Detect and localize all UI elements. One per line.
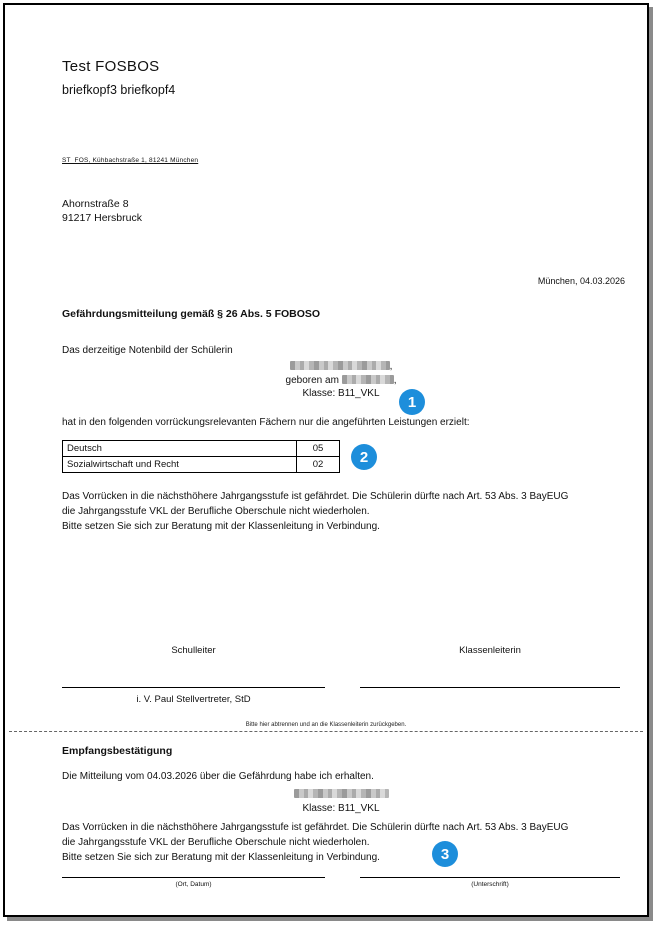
subject-cell: Deutsch	[63, 441, 297, 457]
student-class-line: Klasse: B11_VKL	[302, 388, 380, 399]
table-row	[63, 457, 340, 473]
cut-dashed-line	[9, 731, 643, 732]
receipt-warning-paragraph	[62, 820, 568, 865]
recipient-city: 91217 Hersbruck	[62, 212, 142, 224]
school-name: Test FOSBOS	[62, 58, 160, 75]
grades-intro-line: hat in den folgenden vorrückungsrelevanten Fächern nur die angeführten Leistungen erzielt:	[62, 417, 470, 428]
caption-unterschrift: (Unterschrift)	[471, 881, 509, 888]
annotation-badge-2: 2	[351, 444, 377, 470]
receipt-confirm-line: Die Mitteilung vom 04.03.2026 über die Gefährdung habe ich erhalten.	[62, 771, 374, 782]
recipient-street: Ahornstraße 8	[62, 198, 129, 210]
student-name-line	[35, 360, 647, 374]
grades-table	[62, 440, 340, 473]
warning-line-3: Bitte setzen Sie sich zur Beratung mit der Klassenleitung in Verbindung.	[62, 521, 380, 532]
annotation-badge-1: 1	[399, 389, 425, 415]
warning-paragraph	[62, 489, 568, 534]
intro-line: Das derzeitige Notenbild der Schülerin	[62, 345, 233, 356]
signer-name: i. V. Paul Stellvertreter, StD	[136, 694, 251, 705]
redacted-student-name-2	[294, 789, 389, 798]
grade-cell: 02	[297, 457, 340, 473]
letter-page	[3, 3, 649, 917]
receipt-warning-line-3: Bitte setzen Sie sich zur Beratung mit der Klassenleitung in Verbindung.	[62, 852, 380, 863]
subject-line: Gefährdungsmitteilung gemäß § 26 Abs. 5 FOBOSO	[62, 308, 321, 320]
receipt-heading: Empfangsbestätigung	[62, 745, 173, 757]
signature-label-schulleiter: Schulleiter	[171, 645, 216, 656]
sender-return-address: ST_FOS, Kühbachstraße 1, 81241 München	[62, 157, 199, 164]
bottom-line-right	[360, 877, 620, 878]
student-block	[5, 360, 647, 401]
warning-line-2: die Jahrgangsstufe VKL der Berufliche Oberschule nicht wiederholen.	[62, 506, 370, 517]
table-row	[63, 441, 340, 457]
grade-cell: 05	[297, 441, 340, 457]
receipt-warning-line-1: Das Vorrücken in die nächsthöhere Jahrgangsstufe ist gefährdet. Die Schülerin dürfte nach Art. 53 Abs. 3 BayEUG	[62, 822, 569, 833]
receipt-class-line: Klasse: B11_VKL	[302, 802, 380, 814]
redacted-student-name	[290, 361, 390, 370]
caption-ort-datum: (Ort, Datum)	[175, 881, 212, 888]
bottom-line-left	[62, 877, 325, 878]
redacted-birthdate	[342, 375, 394, 384]
warning-line-1: Das Vorrücken in die nächsthöhere Jahrgangsstufe ist gefährdet. Die Schülerin dürfte nach Art. 53 Abs. 3 BayEUG	[62, 491, 569, 502]
signature-line-left	[62, 687, 325, 688]
receipt-student-block	[5, 788, 647, 815]
receipt-warning-line-2: die Jahrgangsstufe VKL der Berufliche Oberschule nicht wiederholen.	[62, 837, 370, 848]
born-comma: ,	[393, 374, 397, 386]
recipient-address	[62, 197, 142, 225]
student-born-line	[35, 374, 647, 388]
signature-label-klassenleiterin: Klassenleiterin	[459, 645, 521, 656]
date-line: München, 04.03.2026	[537, 276, 625, 286]
cut-here-note: Bitte hier abtrennen und an die Klassenleiterin zurückgeben.	[245, 722, 407, 728]
annotation-badge-3: 3	[432, 841, 458, 867]
born-prefix: geboren am	[285, 374, 342, 386]
signature-line-right	[360, 687, 620, 688]
student-name-comma: ,	[389, 361, 393, 372]
letterhead-line: briefkopf3 briefkopf4	[62, 83, 176, 97]
receipt-student-name-line	[35, 788, 647, 802]
subject-cell: Sozialwirtschaft und Recht	[63, 457, 297, 473]
